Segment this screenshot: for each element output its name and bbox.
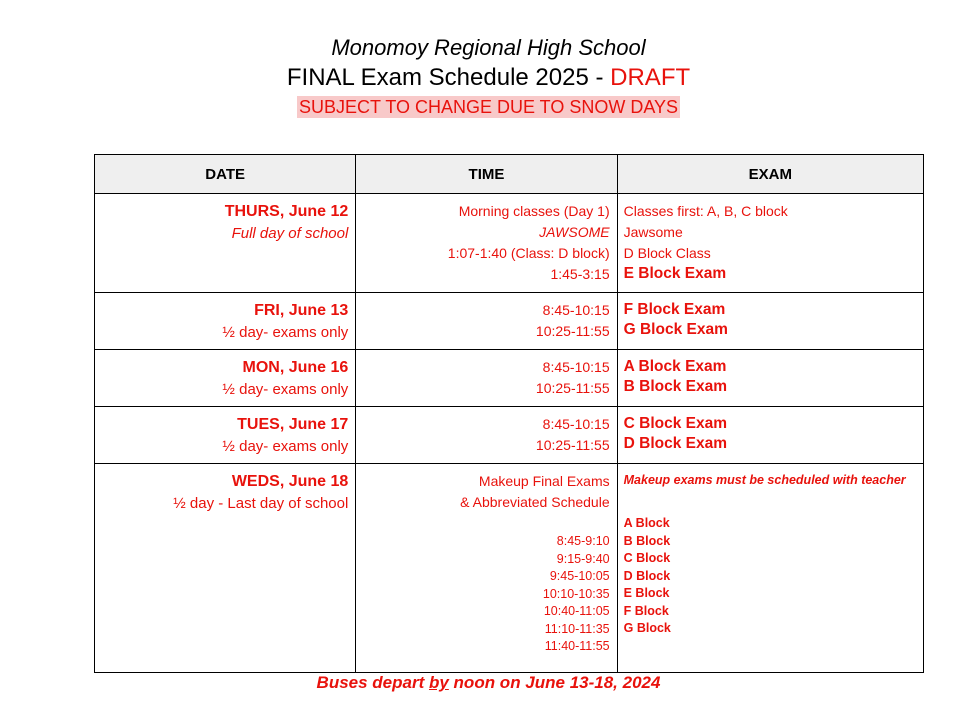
exam-item: B Block	[623, 533, 671, 548]
footer-text-before: Buses depart	[316, 673, 429, 692]
exam-item: G Block Exam	[623, 321, 728, 338]
date-cell	[95, 350, 356, 407]
date-cell	[95, 464, 356, 673]
time-slot: 10:25-11:55	[535, 380, 610, 396]
exam-item: F Block Exam	[623, 301, 726, 318]
exam-item: Classes first: A, B, C block	[623, 203, 788, 219]
exam-item: A Block Exam	[623, 358, 727, 375]
day-info: ½ day- exams only	[222, 438, 349, 455]
exam-column-header: EXAM	[617, 155, 923, 194]
time-slot: 8:45-9:10	[556, 534, 610, 548]
time-slot: 9:15-9:40	[556, 551, 610, 566]
day-label: FRI, June 13	[254, 302, 349, 319]
bus-departure-note	[0, 671, 977, 695]
exam-item: D Block Class	[623, 245, 711, 261]
exam-item: D Block	[623, 568, 671, 583]
footer-underlined-word: by	[428, 673, 449, 692]
makeup-note: Makeup exams must be scheduled with teacher	[623, 473, 906, 487]
exam-item: F Block	[623, 603, 669, 618]
table-row	[95, 407, 924, 464]
time-slot: JAWSOME	[539, 224, 610, 240]
exam-cell	[617, 407, 923, 464]
day-info: ½ day - Last day of school	[173, 495, 349, 512]
table-header-row	[95, 155, 924, 194]
exam-item: A Block	[623, 516, 670, 530]
time-slot: 10:10-10:35	[542, 586, 610, 601]
exam-item: B Block Exam	[623, 378, 728, 395]
time-cell	[356, 293, 617, 350]
time-slot: 10:25-11:55	[535, 323, 610, 339]
time-slot: 9:45-10:05	[549, 569, 610, 583]
spacer	[624, 489, 917, 515]
exam-cell	[617, 293, 923, 350]
day-label: TUES, June 17	[237, 416, 349, 433]
exam-item: C Block	[623, 551, 671, 565]
exam-item: Jawsome	[623, 224, 683, 240]
abbreviated-heading: & Abbreviated Schedule	[460, 494, 610, 510]
time-slot: 8:45-10:15	[542, 359, 610, 375]
date-cell	[95, 407, 356, 464]
day-info: ½ day- exams only	[222, 324, 349, 341]
time-slot: 1:45-3:15	[550, 266, 610, 282]
table-row	[95, 350, 924, 407]
footer-text-after: noon on June 13-18, 2024	[448, 673, 661, 692]
document-header	[0, 34, 977, 118]
time-slot: 8:45-10:15	[542, 416, 610, 432]
exam-item: C Block Exam	[623, 415, 728, 432]
day-info: Full day of school	[231, 225, 349, 242]
draft-label: DRAFT	[610, 64, 691, 91]
table-row	[95, 464, 924, 673]
page-title	[0, 62, 977, 94]
subject-to-change-notice: SUBJECT TO CHANGE DUE TO SNOW DAYS	[298, 97, 679, 117]
time-slot: 10:40-11:05	[543, 604, 610, 618]
exam-item: D Block Exam	[623, 435, 728, 452]
time-slot: Morning classes (Day 1)	[458, 203, 610, 219]
school-name: Monomoy Regional High School	[331, 35, 646, 60]
time-slot: 1:07-1:40 (Class: D block)	[447, 245, 610, 261]
title-main: FINAL Exam Schedule 2025 -	[286, 64, 611, 91]
date-cell	[95, 293, 356, 350]
time-cell	[356, 194, 617, 293]
time-column-header: TIME	[356, 155, 617, 194]
day-label: THURS, June 12	[224, 203, 349, 220]
table-row	[95, 194, 924, 293]
date-column-header: DATE	[95, 155, 356, 194]
time-cell	[356, 464, 617, 673]
time-cell	[356, 350, 617, 407]
time-slot: 11:10-11:35	[544, 621, 610, 636]
makeup-heading: Makeup Final Exams	[478, 473, 610, 489]
time-slot: 10:25-11:55	[535, 437, 610, 453]
exam-cell	[617, 464, 923, 673]
exam-schedule-table	[94, 154, 924, 673]
day-info: ½ day- exams only	[222, 381, 349, 398]
exam-cell	[617, 194, 923, 293]
table-row	[95, 293, 924, 350]
exam-item: E Block Exam	[623, 265, 727, 282]
time-slot: 11:40-11:55	[544, 639, 610, 653]
exam-cell	[617, 350, 923, 407]
spacer	[362, 513, 609, 533]
day-label: WEDS, June 18	[231, 473, 349, 490]
day-label: MON, June 16	[242, 359, 349, 376]
time-cell	[356, 407, 617, 464]
time-slot: 8:45-10:15	[542, 302, 610, 318]
exam-item: E Block	[623, 586, 670, 600]
date-cell	[95, 194, 356, 293]
exam-item: G Block	[623, 621, 671, 635]
